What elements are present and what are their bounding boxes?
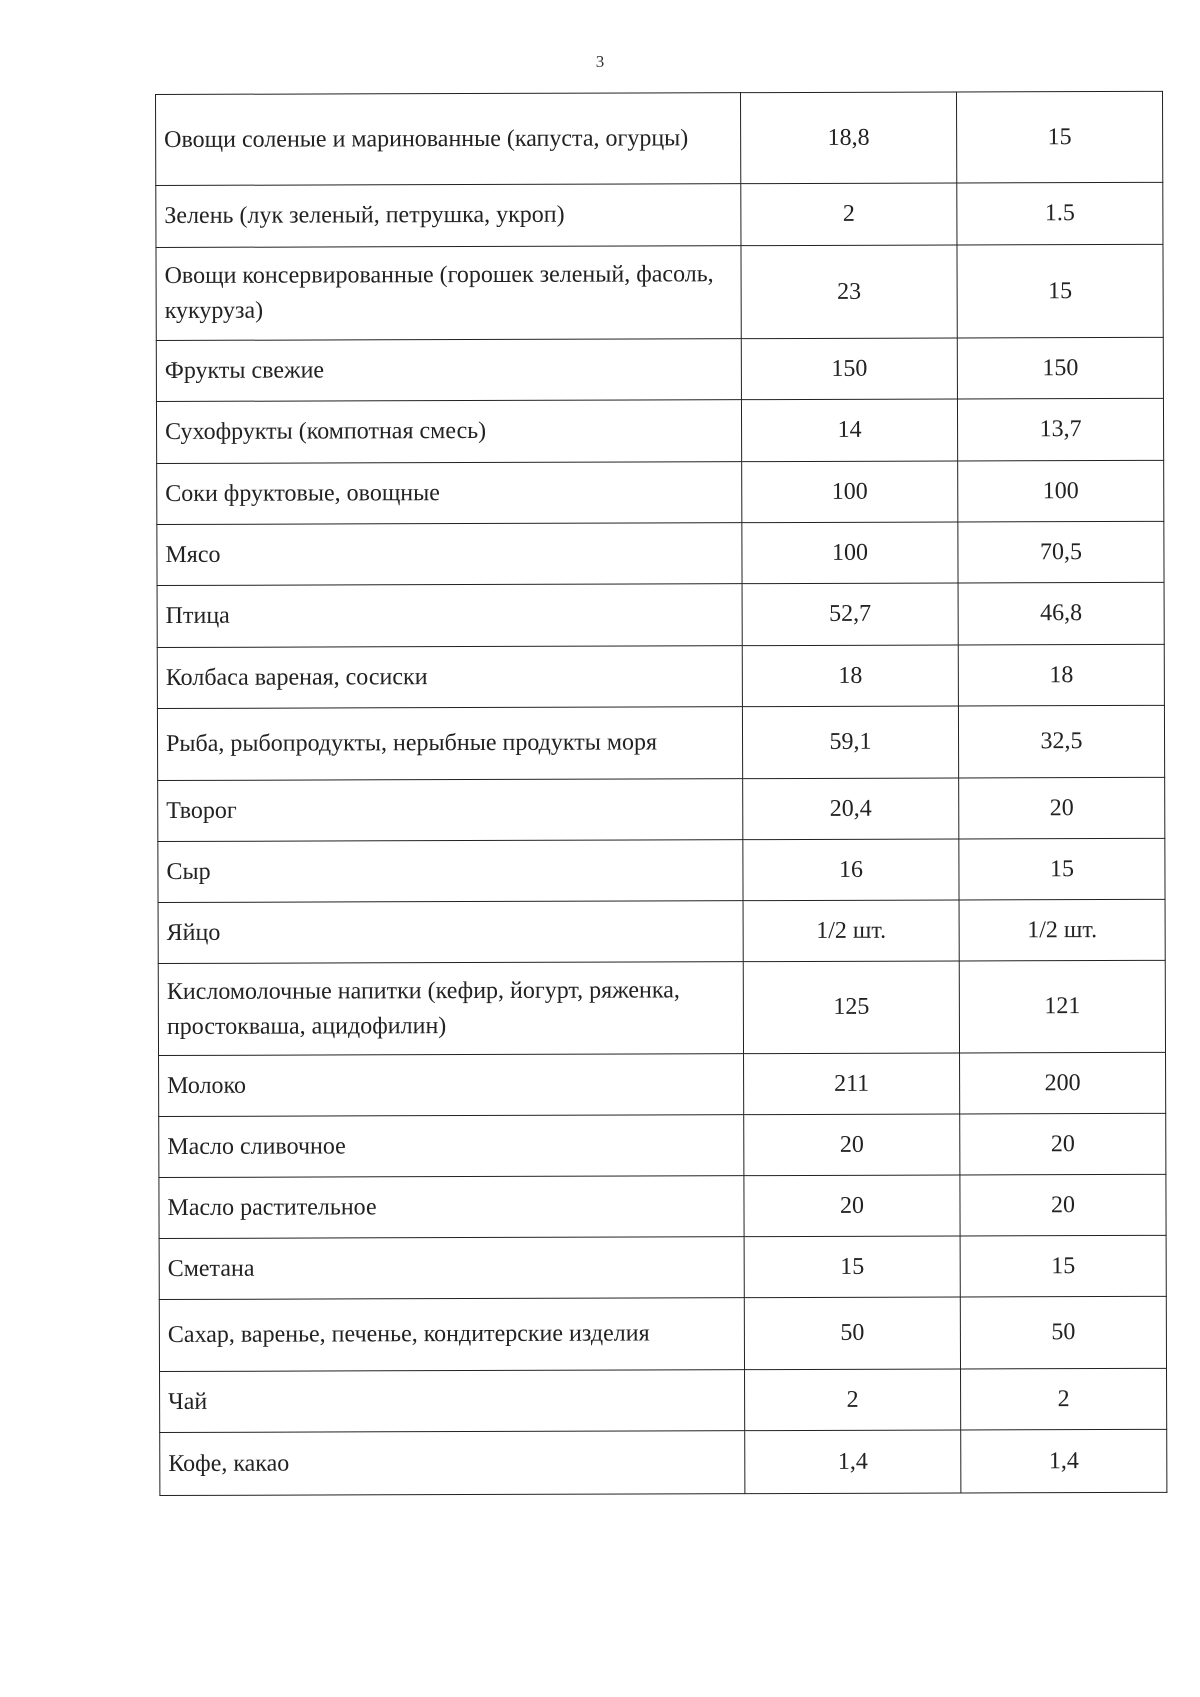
- value-column-1-cell: 18,8: [740, 92, 956, 184]
- table-row: [160, 1429, 1167, 1495]
- product-name-cell: Сухофрукты (компотная смесь): [156, 400, 741, 464]
- value-column-2-cell: 1,4: [961, 1429, 1167, 1493]
- value-column-2-cell: 2: [961, 1368, 1167, 1430]
- table-row: [158, 777, 1165, 841]
- page-number: 3: [595, 52, 605, 71]
- product-name-cell: Зелень (лук зеленый, петрушка, укроп): [156, 184, 741, 248]
- value-column-2-cell: 20: [960, 1174, 1166, 1236]
- table-container: [155, 91, 1149, 1496]
- value-column-2-cell: 20: [959, 777, 1165, 839]
- value-column-2-cell: 46,8: [958, 582, 1164, 645]
- value-column-2-cell: 20: [960, 1113, 1166, 1175]
- product-name-cell: Кисломолочные напитки (кефир, йогурт, ряженка, простокваша, ацидофилин): [158, 962, 743, 1056]
- table-row: [157, 582, 1164, 647]
- food-norms-table: [155, 91, 1167, 1496]
- product-name-cell: Овощи консервированные (горошек зеленый, фасоль, кукуруза): [156, 246, 741, 341]
- value-column-2-cell: 15: [956, 91, 1162, 183]
- value-column-2-cell: 1.5: [957, 182, 1163, 245]
- table-row: [156, 244, 1163, 340]
- product-name-cell: Фрукты свежие: [156, 339, 741, 402]
- product-name-cell: Чай: [160, 1370, 745, 1433]
- value-column-2-cell: 50: [960, 1296, 1166, 1369]
- value-column-1-cell: 16: [743, 839, 959, 901]
- value-column-1-cell: 1/2 шт.: [743, 900, 959, 962]
- table-row: [157, 460, 1164, 524]
- value-column-1-cell: 52,7: [742, 583, 958, 646]
- product-name-cell: Овощи соленые и маринованные (капуста, огурцы): [156, 93, 741, 186]
- table-row: [158, 960, 1165, 1055]
- value-column-2-cell: 15: [960, 1235, 1166, 1297]
- table-row: [157, 521, 1164, 585]
- value-column-2-cell: 15: [959, 838, 1165, 900]
- product-name-cell: Рыба, рыбопродукты, нерыбные продукты моря: [157, 707, 742, 781]
- product-name-cell: Творог: [158, 779, 743, 842]
- table-row: [156, 91, 1163, 185]
- value-column-2-cell: 200: [960, 1052, 1166, 1114]
- value-column-2-cell: 150: [957, 337, 1163, 399]
- value-column-1-cell: 59,1: [742, 706, 958, 779]
- value-column-1-cell: 20: [744, 1114, 960, 1176]
- value-column-1-cell: 23: [741, 245, 957, 339]
- product-name-cell: Сыр: [158, 840, 743, 903]
- value-column-1-cell: 14: [741, 399, 957, 462]
- value-column-2-cell: 18: [958, 644, 1164, 706]
- product-name-cell: Кофе, какао: [160, 1431, 745, 1496]
- value-column-2-cell: 100: [958, 460, 1164, 522]
- table-row: [159, 1235, 1166, 1299]
- table-row: [159, 1296, 1166, 1371]
- value-column-1-cell: 2: [745, 1369, 961, 1431]
- value-column-2-cell: 70,5: [958, 521, 1164, 583]
- table-row: [156, 337, 1163, 401]
- product-name-cell: Масло сливочное: [159, 1115, 744, 1178]
- product-name-cell: Молоко: [159, 1054, 744, 1117]
- value-column-2-cell: 121: [959, 960, 1165, 1053]
- value-column-1-cell: 20,4: [743, 778, 959, 840]
- value-column-1-cell: 150: [741, 338, 957, 400]
- value-column-1-cell: 211: [744, 1053, 960, 1115]
- value-column-1-cell: 1,4: [745, 1430, 961, 1494]
- table-row: [158, 838, 1165, 902]
- table-row: [157, 705, 1164, 780]
- table-row: [157, 644, 1164, 708]
- value-column-1-cell: 18: [742, 645, 958, 707]
- value-column-2-cell: 32,5: [958, 705, 1164, 778]
- product-name-cell: Колбаса вареная, сосиски: [157, 646, 742, 709]
- value-column-1-cell: 125: [743, 961, 959, 1054]
- product-name-cell: Масло растительное: [159, 1176, 744, 1239]
- table-row: [159, 1052, 1166, 1116]
- value-column-1-cell: 50: [744, 1297, 960, 1370]
- table-row: [156, 398, 1163, 463]
- value-column-2-cell: 15: [957, 244, 1163, 338]
- product-name-cell: Мясо: [157, 523, 742, 586]
- table-row: [158, 899, 1165, 963]
- table-row: [159, 1174, 1166, 1238]
- product-name-cell: Сахар, варенье, печенье, кондитерские изделия: [159, 1298, 744, 1372]
- product-name-cell: Яйцо: [158, 901, 743, 964]
- value-column-2-cell: 13,7: [957, 398, 1163, 461]
- value-column-1-cell: 20: [744, 1175, 960, 1237]
- value-column-1-cell: 100: [742, 461, 958, 523]
- product-name-cell: Птица: [157, 584, 742, 648]
- table-row: [156, 182, 1163, 247]
- value-column-1-cell: 15: [744, 1236, 960, 1298]
- product-name-cell: Соки фруктовые, овощные: [157, 462, 742, 525]
- value-column-1-cell: 100: [742, 522, 958, 584]
- table-row: [159, 1113, 1166, 1177]
- value-column-1-cell: 2: [741, 183, 957, 246]
- value-column-2-cell: 1/2 шт.: [959, 899, 1165, 961]
- table-row: [160, 1368, 1167, 1432]
- table-body: [156, 91, 1167, 1495]
- product-name-cell: Сметана: [159, 1237, 744, 1300]
